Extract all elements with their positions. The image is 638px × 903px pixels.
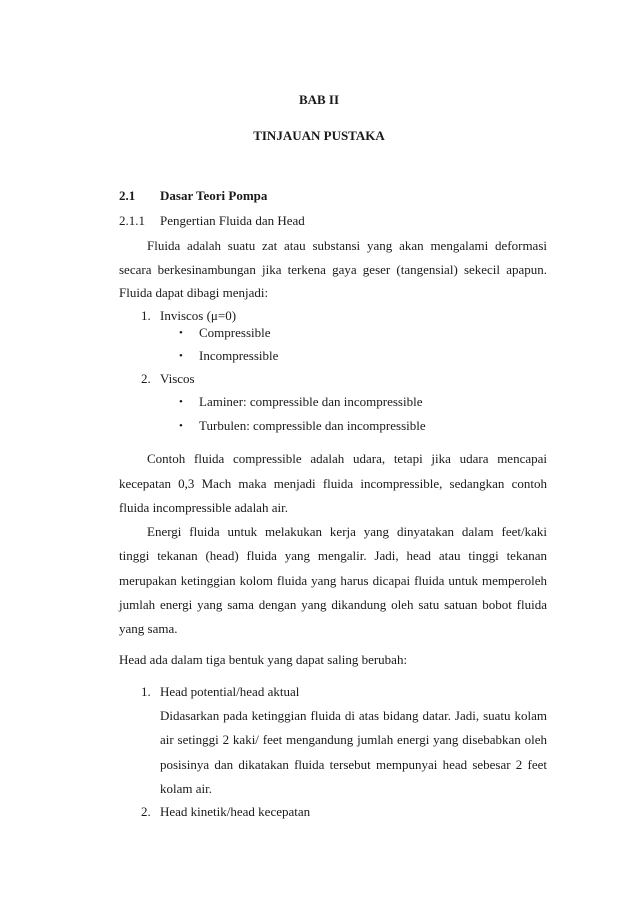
list-item-label: Head potential/head aktual xyxy=(160,684,300,699)
list-item-label: Head kinetik/head kecepatan xyxy=(160,804,311,819)
bullet-icon: • xyxy=(179,327,183,339)
list-marker: 1. xyxy=(141,684,151,699)
head-type-desc-line: kolam air. xyxy=(160,781,212,796)
chapter-title: TINJAUAN PUSTAKA xyxy=(253,128,385,143)
para3-line: merupakan ketinggian kolom fluida yang harus dicapai fluida untuk memperoleh xyxy=(119,573,547,588)
bullet-icon: • xyxy=(179,420,183,432)
bullet-icon: • xyxy=(179,350,183,362)
list-item-label: Viscos xyxy=(160,371,195,386)
para2-line: kecepatan 0,3 Mach maka menjadi fluida incompressible, sedangkan contoh xyxy=(119,476,547,491)
sub-list-item: Laminer: compressible dan incompressible xyxy=(199,394,423,409)
sub-list-item: Turbulen: compressible dan incompressible xyxy=(199,418,426,433)
head-type-desc-line: Didasarkan pada ketinggian fluida di atas bidang datar. Jadi, suatu kolam xyxy=(160,708,547,723)
para3-line: jumlah energi yang sama dengan yang dikandung oleh satu satuan bobot fluida xyxy=(119,597,547,612)
section-title: Dasar Teori Pompa xyxy=(160,188,268,203)
para1-line: secara berkesinambungan jika terkena gaya geser (tangensial) sekecil apapun. xyxy=(119,262,547,277)
para1-line: Fluida dapat dibagi menjadi: xyxy=(119,285,269,300)
sub-list-item: Incompressible xyxy=(199,348,279,363)
head-intro: Head ada dalam tiga bentuk yang dapat saling berubah: xyxy=(119,652,408,667)
list-marker: 2. xyxy=(141,804,151,819)
section-number: 2.1 xyxy=(119,188,136,203)
para1-line: Fluida adalah suatu zat atau substansi yang akan mengalami deformasi xyxy=(147,238,547,253)
subsection-title: Pengertian Fluida dan Head xyxy=(160,213,305,228)
para3-line: tinggi tekanan (head) fluida yang mengalir. Jadi, head atau tinggi tekanan xyxy=(119,548,547,563)
sub-list-item: Compressible xyxy=(199,325,271,340)
chapter-number: BAB II xyxy=(298,92,340,107)
list-marker: 2. xyxy=(141,371,151,386)
para2-line: fluida incompressible adalah air. xyxy=(119,500,288,515)
bullet-icon: • xyxy=(179,396,183,408)
head-type-desc-line: air setinggi 2 kaki/ feet mengandung jumlah energi yang disebabkan oleh xyxy=(160,732,547,747)
head-type-desc-line: posisinya dan dikatakan fluida tersebut mempunyai head sebesar 2 feet xyxy=(160,757,547,772)
subsection-number: 2.1.1 xyxy=(119,213,145,228)
list-marker: 1. xyxy=(141,308,151,323)
para2-line: Contoh fluida compressible adalah udara, tetapi jika udara mencapai xyxy=(147,451,547,466)
para3-line: yang sama. xyxy=(119,621,178,636)
para3-line: Energi fluida untuk melakukan kerja yang dinyatakan dalam feet/kaki xyxy=(147,524,547,539)
list-item-label: Inviscos (μ=0) xyxy=(160,308,237,323)
